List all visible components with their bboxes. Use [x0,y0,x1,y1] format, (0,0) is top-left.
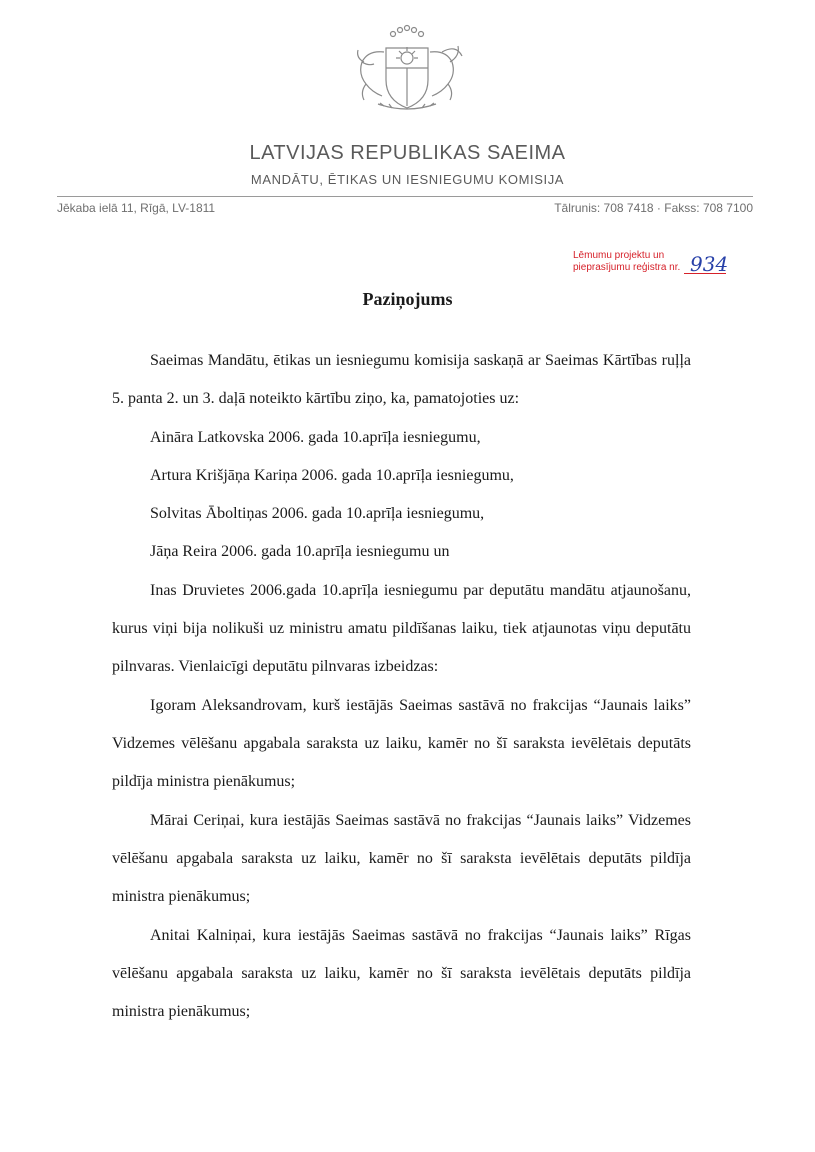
registry-stamp-line2: pieprasījumu reģistra nr. [573,262,681,273]
intro-paragraph: Saeimas Mandātu, ētikas un iesniegumu komisija saskaņā ar Saeimas Kārtības ruļļa 5. panta 2. un 3. daļā noteikto kārtību ziņo, ka, pamatojoties uz: [112,352,691,407]
termination-paragraph: Mārai Ceriņai, kura iestājās Saeimas sastāvā no frakcijas “Jaunais laiks” Vidzemes vēlēšanu apgabala saraksta uz laiku, kamēr no šī saraksta ievēlētais deputāts pildīja ministra pienākumus; [112,812,691,905]
registry-number-handwritten: 934 [690,252,729,276]
address-line: Jēkaba ielā 11, Rīgā, LV-1811 [57,201,216,215]
list-item: Jāņa Reira 2006. gada 10.aprīļa iesniegumu un [150,543,450,560]
registry-stamp-line1: Lēmumu projektu un [573,250,665,261]
letterhead-divider [57,196,753,197]
coat-of-arms-emblem [338,22,476,114]
termination-paragraph: Anitai Kalniņai, kura iestājās Saeimas sastāvā no frakcijas “Jaunais laiks” Rīgas vēlēšanu apgabala saraksta uz laiku, kamēr no šī saraksta ievēlētais deputāts pildīja ministra pienākumus; [112,927,691,1020]
restore-paragraph: Inas Druvietes 2006.gada 10.aprīļa iesniegumu par deputātu mandātu atjaunošanu, kurus viņi bija nolikuši uz ministru amatu pildīšanas laiku, tiek atjaunotas viņu deputātu pilnvaras. Vienlaicīgi deputātu pilnvaras izbeidzas: [112,582,691,675]
list-item: Aināra Latkovska 2006. gada 10.aprīļa iesniegumu, [150,429,481,446]
list-item: Artura Krišjāņa Kariņa 2006. gada 10.aprīļa iesniegumu, [150,467,514,484]
document-title: Paziņojums [362,289,453,309]
phone-fax-line: Tālrunis: 708 7418 · Fakss: 708 7100 [554,201,753,215]
termination-paragraph: Igoram Aleksandrovam, kurš iestājās Saeimas sastāvā no frakcijas “Jaunais laiks” Vidzemes vēlēšanu apgabala saraksta uz laiku, kamēr no šī saraksta ievēlētais deputāts pildīja ministra pienākumus; [112,697,691,790]
parliament-name: LATVIJAS REPUBLIKAS SAEIMA [249,142,566,164]
commission-name: MANDĀTU, ĒTIKAS UN IESNIEGUMU KOMISIJA [250,172,565,187]
list-item: Solvitas Āboltiņas 2006. gada 10.aprīļa iesniegumu, [150,505,485,522]
